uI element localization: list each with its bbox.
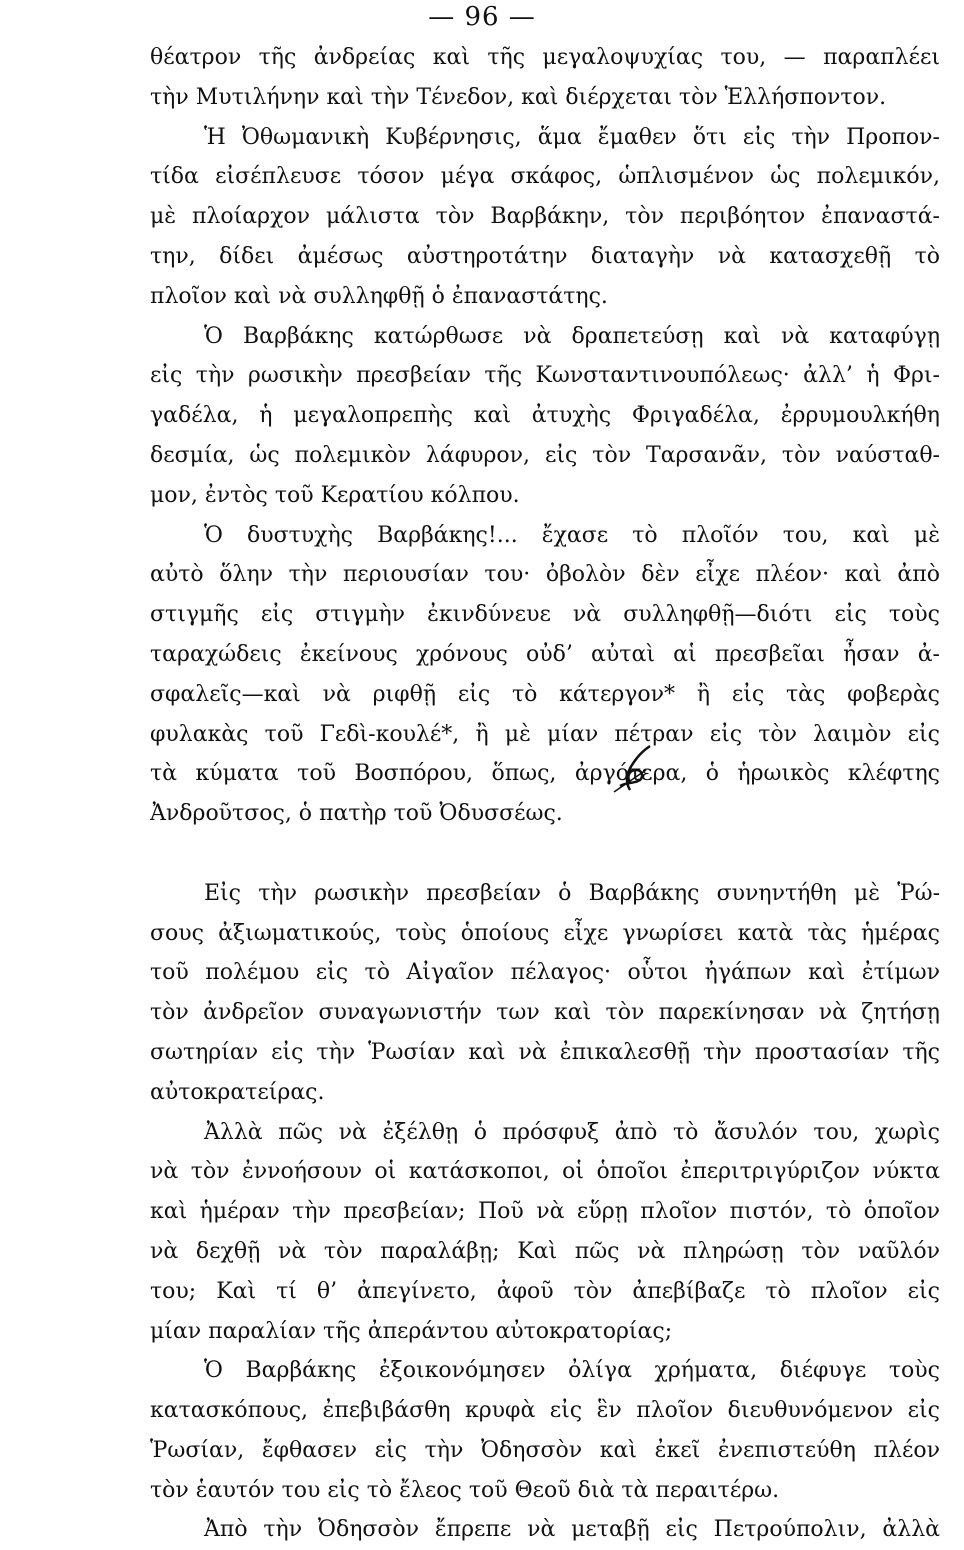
text-line: κατασκόπους, ἐπεβιβάσθη κρυφὰ εἰς ἓν πλοῖον διευθυνόμενον εἰς — [150, 1398, 940, 1424]
text-line: την, δίδει ἀμέσως αὐστηροτάτην διαταγὴν νὰ κατασχεθῇ τὸ — [150, 243, 940, 269]
text-line: πλοῖον καὶ νὰ συλληφθῇ ὁ ἐπαναστάτης. — [150, 283, 608, 309]
text-line: θέατρον τῆς ἀνδρείας καὶ τῆς μεγαλοψυχίας του, — παραπλέει — [150, 45, 940, 70]
text-line — [150, 834, 940, 874]
text-line: ταραχώδεις ἐκείνους χρόνους οὐδ’ αὐταὶ αἱ πρεσβεῖαι ἦσαν ἀ- — [150, 641, 940, 667]
text-line: δεσμία, ὡς πολεμικὸν λάφυρον, εἰς τὸν Ταρσανᾶν, τὸν ναύσταθ- — [150, 442, 940, 468]
text-line: του; Καὶ τί θ’ ἀπεγίνετο, ἀφοῦ τὸν ἀπεβίβαζε τὸ πλοῖον εἰς — [150, 1278, 940, 1304]
text-line: Ὁ Βαρβάκης κατώρθωσε νὰ δραπετεύσῃ καὶ νὰ καταφύγῃ — [204, 323, 940, 349]
text-line: τὰ κύματα τοῦ Βοσπόρου, ὅπως, ἀργότερα, ὁ ἡρωικὸς κλέφτης — [150, 761, 940, 787]
text-body — [150, 38, 940, 1550]
text-line: νὰ δεχθῇ νὰ τὸν παραλάβῃ; Καὶ πῶς νὰ πληρώσῃ τὸν ναῦλόν — [150, 1238, 940, 1264]
text-line: Ὁ δυστυχὴς Βαρβάκης!... ἔχασε τὸ πλοῖόν του, καὶ μὲ — [204, 522, 940, 548]
text-line: τοῦ πολέμου εἰς τὸ Αἰγαῖον πέλαγος· οὗτοι ἠγάπων καὶ ἐτίμων — [150, 960, 940, 986]
text-line: σφαλεῖς—καὶ νὰ ριφθῇ εἰς τὸ κάτεργον* ἢ εἰς τὰς φοβερὰς — [150, 681, 940, 707]
text-line: φυλακὰς τοῦ Γεδὶ-κουλέ*, ἢ μὲ μίαν πέτραν εἰς τὸν λαιμὸν εἰς — [150, 721, 940, 747]
text-line: Ἀπὸ τὴν Ὀδησσὸν ἔπρεπε νὰ μεταβῇ εἰς Πετρούπολιν, ἀλλὰ — [204, 1517, 940, 1543]
text-line: νὰ τὸν ἐννοήσουν οἱ κατάσκοποι, οἱ ὁποῖοι ἐπεριτριγύριζον νύκτα — [150, 1159, 940, 1185]
text-line: τὴν Μυτιλήνην καὶ τὴν Τένεδον, καὶ διέρχεται τὸν Ἑλλήσποντον. — [150, 84, 887, 110]
text-line: μον, ἐντὸς τοῦ Κερατίου κόλπου. — [150, 482, 520, 508]
text-line: μίαν παραλίαν τῆς ἀπεράντου αὐτοκρατορίας; — [150, 1318, 673, 1344]
text-line: σους ἀξιωματικούς, τοὺς ὁποίους εἶχε γνωρίσει κατὰ τὰς ἡμέρας — [150, 920, 940, 946]
text-line: τίδα εἰσέπλευσε τόσον μέγα σκάφος, ὡπλισμένον ὡς πολεμικόν, — [150, 164, 940, 190]
text-line: Ῥωσίαν, ἔφθασεν εἰς τὴν Ὀδησσὸν καὶ ἐκεῖ ἐνεπιστεύθη πλέον — [150, 1437, 940, 1463]
text-line: καὶ ἡμέραν τὴν πρεσβείαν; Ποῦ νὰ εὕρῃ πλοῖον πιστόν, τὸ ὁποῖον — [150, 1199, 940, 1225]
text-line: μὲ πλοίαρχον μάλιστα τὸν Βαρβάκην, τὸν περιβόητον ἐπαναστά- — [150, 204, 940, 230]
text-line: στιγμῆς εἰς στιγμὴν ἐκινδύνευε νὰ συλληφθῇ—διότι εἰς τοὺς — [150, 602, 940, 628]
handwritten-mark — [600, 740, 660, 800]
text-line: αὐτοκρατείρας. — [150, 1079, 325, 1105]
text-line: τὸν ἀνδρεῖον συναγωνιστήν των καὶ τὸν παρεκίνησαν νὰ ζητήσῃ — [150, 1000, 940, 1026]
page-number: — 96 — — [428, 2, 536, 32]
text-line: σωτηρίαν εἰς τὴν Ῥωσίαν καὶ νὰ ἐπικαλεσθῇ τὴν προστασίαν τῆς — [150, 1039, 940, 1065]
text-line: γαδέλα, ἡ μεγαλοπρεπὴς καὶ ἀτυχὴς Φριγαδέλα, ἐρρυμουλκήθη — [150, 403, 940, 429]
text-line: Εἰς τὴν ρωσικὴν πρεσβείαν ὁ Βαρβάκης συνηντήθη μὲ Ῥώ- — [204, 880, 940, 906]
text-line: τὸν ἑαυτόν του εἰς τὸ ἔλεος τοῦ Θεοῦ διὰ τὰ περαιτέρω. — [150, 1477, 780, 1503]
text-line: Ἀλλὰ πῶς νὰ ἐξέλθῃ ὁ πρόσφυξ ἀπὸ τὸ ἄσυλόν του, χωρὶς — [204, 1119, 940, 1145]
text-line: Ὁ Βαρβάκης ἐξοικονόμησεν ὀλίγα χρήματα, διέφυγε τοὺς — [204, 1358, 940, 1384]
text-line: Ἡ Ὀθωμανικὴ Κυβέρνησις, ἅμα ἔμαθεν ὅτι εἰς τὴν Προπον- — [204, 124, 940, 150]
text-line: εἰς τὴν ρωσικὴν πρεσβείαν τῆς Κωνσταντινουπόλεως· ἀλλ’ ἡ Φρι- — [150, 363, 940, 389]
text-line: Ἀνδροῦτσος, ὁ πατὴρ τοῦ Ὀδυσσέως. — [150, 801, 563, 827]
text-line: αὐτὸ ὅλην τὴν περιουσίαν του· ὀβολὸν δὲν εἶχε πλέον· καὶ ἀπὸ — [150, 562, 940, 588]
